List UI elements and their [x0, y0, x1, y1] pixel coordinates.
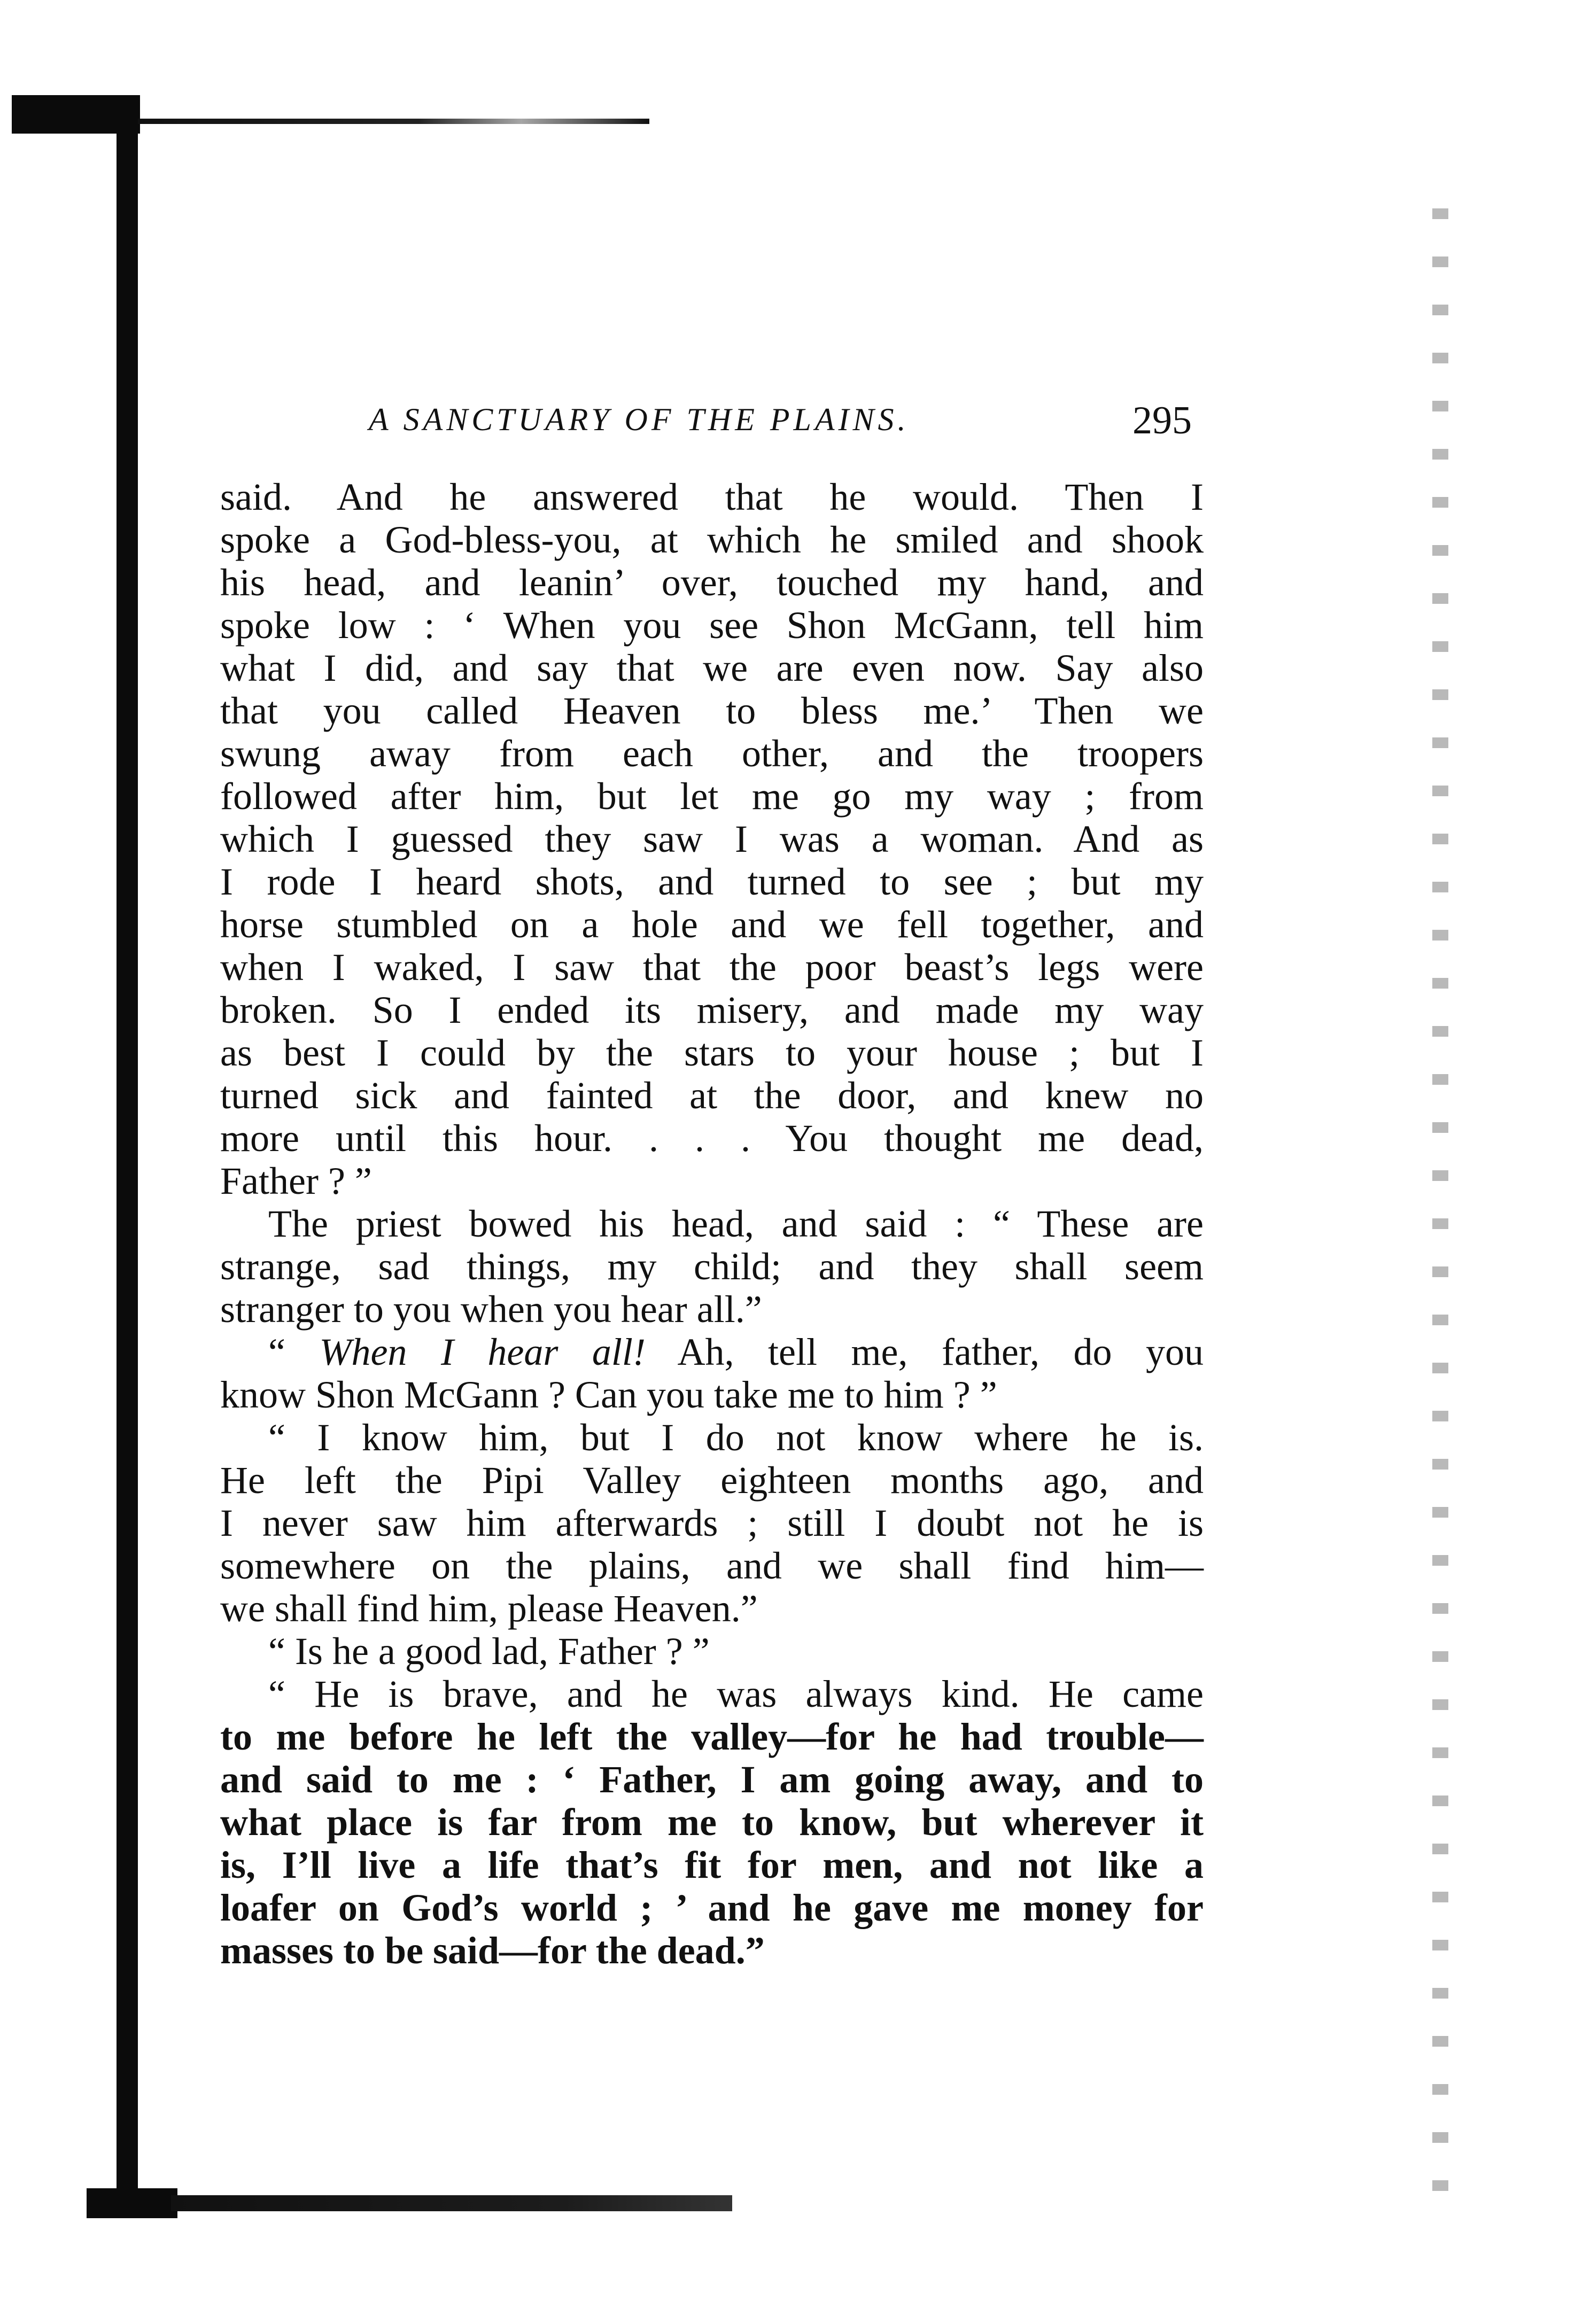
- text-line: “ He is brave, and he was always kind. He came: [268, 1673, 1204, 1715]
- text-line: somewhere on the plains, and we shall find him—: [220, 1544, 1204, 1587]
- text-line: spoke a God-bless-you, at which he smiled and shook: [220, 518, 1204, 561]
- text-line: turned sick and fainted at the door, and knew no: [220, 1074, 1204, 1117]
- text-line: his head, and leanin’ over, touched my hand, and: [220, 561, 1204, 604]
- text-line: followed after him, but let me go my way ; from: [220, 775, 1204, 818]
- text-line: as best I could by the stars to your house ; but I: [220, 1031, 1204, 1074]
- text-line: [220, 1331, 1204, 1373]
- text-line: Father ? ”: [220, 1160, 372, 1202]
- text-line: swung away from each other, and the troopers: [220, 732, 1204, 775]
- text-line: to me before he left the valley—for he had trouble—: [220, 1715, 1204, 1758]
- text-line: strange, sad things, my child; and they shall seem: [220, 1245, 1204, 1288]
- italic-phrase: When I hear all!: [319, 1331, 646, 1373]
- text-line: broken. So I ended its misery, and made my way: [220, 989, 1204, 1031]
- text-line: horse stumbled on a hole and we fell together, and: [220, 903, 1204, 946]
- page-number: 295: [1132, 399, 1192, 442]
- text-line: He left the Pipi Valley eighteen months ago, and: [220, 1459, 1204, 1502]
- text-line: know Shon McGann ? Can you take me to him ? ”: [220, 1373, 997, 1416]
- body-text: [220, 476, 1204, 1972]
- text-line: more until this hour. . . . You thought me dead,: [220, 1117, 1204, 1160]
- text-line: “ I know him, but I do not know where he is.: [268, 1416, 1204, 1459]
- text-line: when I waked, I saw that the poor beast’s legs were: [220, 946, 1204, 989]
- text-line: “ Is he a good lad, Father ? ”: [268, 1630, 710, 1673]
- text-line: what place is far from me to know, but wherever it: [220, 1801, 1204, 1844]
- text-line: that you called Heaven to bless me.’ Then we: [220, 689, 1204, 732]
- text-line: stranger to you when you hear all.”: [220, 1288, 762, 1331]
- text-line: spoke low : ‘ When you see Shon McGann, tell him: [220, 604, 1204, 647]
- text-line: masses to be said—for the dead.”: [220, 1929, 765, 1972]
- text-line: The priest bowed his head, and said : “ These are: [268, 1202, 1204, 1245]
- text-line: and said to me : ‘ Father, I am going away, and to: [220, 1758, 1204, 1801]
- open-quote: “: [268, 1331, 320, 1373]
- text-line: I never saw him afterwards ; still I doubt not he is: [220, 1502, 1204, 1544]
- running-head: [369, 395, 1192, 444]
- text-line: which I guessed they saw I was a woman. And as: [220, 818, 1204, 860]
- text-line: loafer on God’s world ; ’ and he gave me money for: [220, 1886, 1204, 1929]
- text-line: I rode I heard shots, and turned to see ; but my: [220, 860, 1204, 903]
- text-line: we shall find him, please Heaven.”: [220, 1587, 758, 1630]
- text-line: what I did, and say that we are even now. Say also: [220, 647, 1204, 689]
- text-line: said. And he answered that he would. Then I: [220, 476, 1204, 518]
- text-line-rest: Ah, tell me, father, do you: [645, 1331, 1204, 1373]
- running-title: A SANCTUARY OF THE PLAINS.: [369, 402, 910, 437]
- text-line: is, I’ll live a life that’s fit for men, and not like a: [220, 1844, 1204, 1886]
